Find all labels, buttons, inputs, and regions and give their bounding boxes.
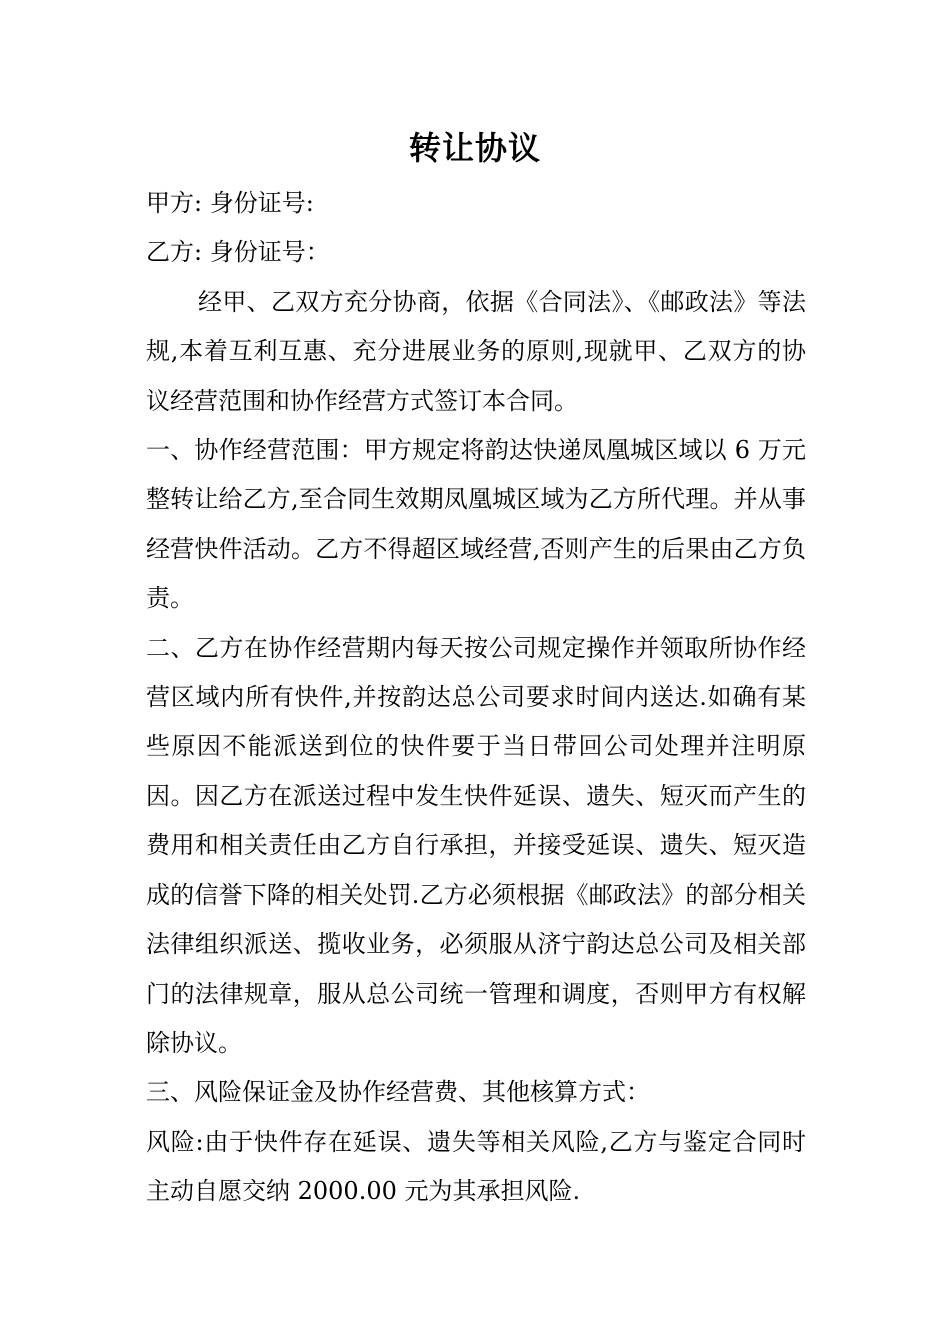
document-title: 转让协议 xyxy=(408,129,541,167)
preamble-paragraph: 经甲、乙双方充分协商，依据《合同法》、《邮政法》等法规,本着互利互惠、充分进展业务的原则,现就甲、乙双方的协议经营范围和协作经营方式签订本合同。 xyxy=(146,287,806,415)
clause-3-heading: 三、风险保证金及协作经营费、其他核算方式： xyxy=(146,1078,650,1107)
clause-1-paragraph: 一、协作经营范围：甲方规定将韵达快递凤凰城区域以 6 万元整转让给乙方,至合同生效期凤凰城区域为乙方所代理。并从事经营快件活动。乙方不得超区域经营,否则产生的后果由乙方负责。 xyxy=(146,436,806,613)
clause-3-risk-paragraph: 风险:由于快件存在延误、遗失等相关风险,乙方与鉴定合同时主动自愿交纳 2000.00 元为其承担风险. xyxy=(146,1127,806,1206)
party-b-line: 乙方: 身份证号： xyxy=(146,238,330,267)
clause-2-paragraph: 二、乙方在协作经营期内每天按公司规定操作并领取所协作经营区域内所有快件,并按韵达总公司要求时间内送达.如确有某些原因不能派送到位的快件要于当日带回公司处理并注明原因。因乙方在派送过程中发生快件延误、遗失、短灭而产生的费用和相关责任由乙方自行承担，并接受延误、遗失、短灭造成的信誉下降的相关处罚.乙方必须根据《邮政法》的部分相关法律组织派送、揽收业务，必须服从济宁韵达总公司及相关部门的法律规章，服从总公司统一管理和调度，否则甲方有权解除协议。 xyxy=(146,633,806,1057)
document-body xyxy=(146,179,806,1217)
party-a-line: 甲方: 身份证号: xyxy=(146,189,314,217)
